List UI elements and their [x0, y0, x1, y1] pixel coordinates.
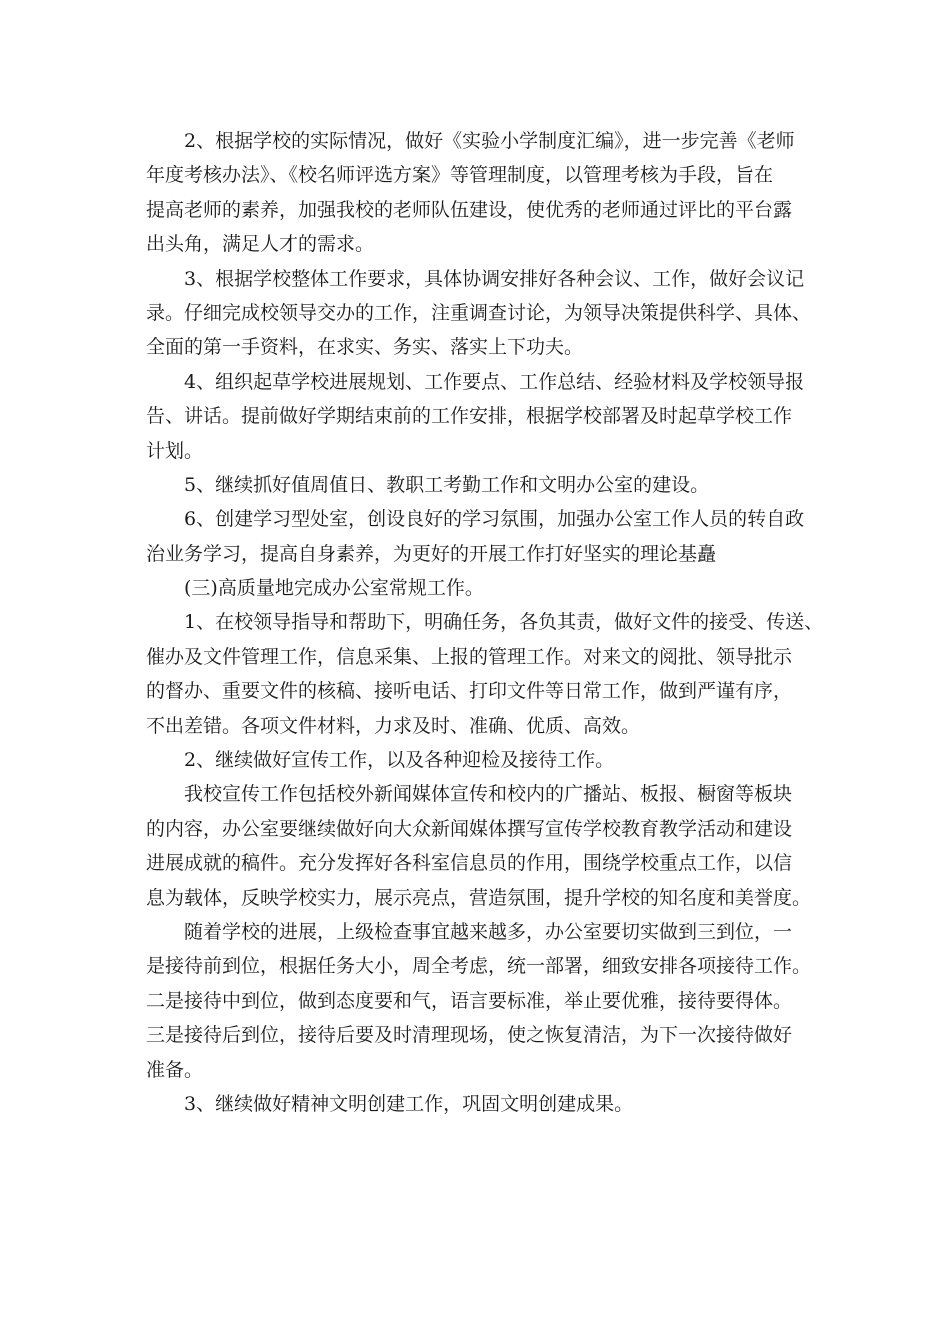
text-line: 的督办、重要文件的核稿、接听电话、打印文件等日常工作，做到严谨有序， [146, 680, 793, 703]
text-line: 录。仔细完成校领导交办的工作，注重调查讨论，为领导决策提供科学、具体、 [146, 301, 812, 324]
text-line: 进展成就的稿件。充分发挥好各科室信息员的作用，围绕学校重点工作，以信 [146, 852, 793, 875]
text-line: 计划。 [146, 439, 204, 462]
text-line: 3、继续做好精神文明创建工作，巩固文明创建成果。 [184, 1092, 634, 1115]
text-line: 5、继续抓好值周值日、教职工考勤工作和文明办公室的建设。 [184, 473, 710, 496]
text-line: 随着学校的进展，上级检查事宜越来越多，办公室要切实做到三到位，一 [184, 920, 793, 943]
text-line: 出头角，满足人才的需求。 [146, 233, 375, 256]
text-line: 6、创建学习型处室，创设良好的学习氛围，加强办公室工作人员的转自政 [184, 508, 805, 531]
text-line: 年度考核办法》、《校名师评选方案》等管理制度，以管理考核为手段，旨在 [146, 164, 774, 187]
text-line: 治业务学习，提高自身素养，为更好的开展工作打好坚实的理论基矗 [146, 542, 717, 565]
document-body [146, 124, 836, 1121]
text-line: 的内容，办公室要继续做好向大众新闻媒体撰写宣传学校教育教学活动和建设 [146, 817, 793, 840]
text-line: 二是接待中到位，做到态度要和气，语言要标准，举止要优雅，接待要得体。 [146, 989, 793, 1012]
text-line: (三)高质量地完成办公室常规工作。 [184, 577, 484, 600]
text-line: 提高老师的素养，加强我校的老师队伍建设，使优秀的老师通过评比的平台露 [146, 198, 793, 221]
text-line: 是接待前到位，根据任务大小，周全考虑，统一部署，细致安排各项接待工作。 [146, 955, 812, 978]
text-line: 告、讲话。提前做好学期结束前的工作安排，根据学校部署及时起草学校工作 [146, 405, 793, 428]
text-line: 息为载体，反映学校实力，展示亮点，营造氛围，提升学校的知名度和美誉度。 [146, 886, 812, 909]
text-line: 2、继续做好宣传工作，以及各种迎检及接待工作。 [184, 749, 615, 772]
text-line: 三是接待后到位，接待后要及时清理现场，使之恢复清洁，为下一次接待做好 [146, 1024, 793, 1047]
text-line: 1、在校领导指导和帮助下，明确任务，各负其责，做好文件的接受、传送、 [184, 611, 824, 634]
text-line: 不出差错。各项文件材料，力求及时、准确、优质、高效。 [146, 714, 641, 737]
text-line: 催办及文件管理工作，信息采集、上报的管理工作。对来文的阅批、领导批示 [146, 645, 793, 668]
text-line: 4、组织起草学校进展规划、工作要点、工作总结、经验材料及学校领导报 [184, 370, 805, 393]
text-line: 全面的第一手资料，在求实、务实、落实上下功夫。 [146, 336, 584, 359]
text-line: 我校宣传工作包括校外新闻媒体宣传和校内的广播站、板报、橱窗等板块 [184, 783, 793, 806]
text-line: 2、根据学校的实际情况，做好《实验小学制度汇编》，进一步完善《老师 [184, 130, 795, 152]
text-line: 3、根据学校整体工作要求，具体协调安排好各种会议、工作，做好会议记 [184, 267, 805, 290]
text-line: 准备。 [146, 1058, 204, 1081]
